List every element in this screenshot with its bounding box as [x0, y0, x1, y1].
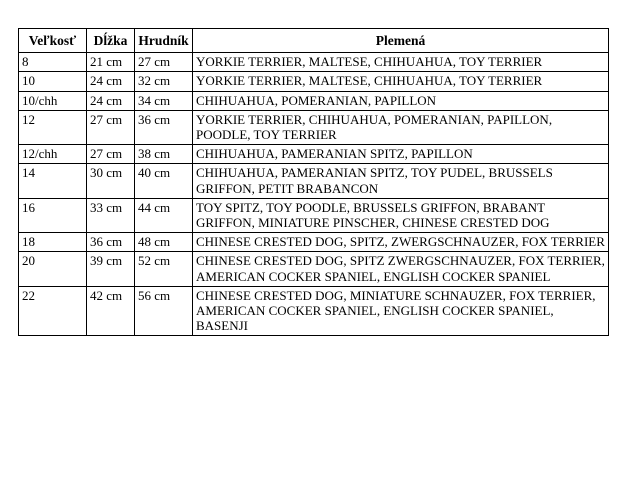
cell-length: 27 cm: [87, 110, 135, 144]
table-row: [19, 252, 609, 286]
cell-length: 27 cm: [87, 145, 135, 164]
table-row: [19, 164, 609, 198]
cell-size: 10: [19, 72, 87, 91]
dog-size-table: [18, 28, 609, 336]
cell-chest: 48 cm: [135, 233, 193, 252]
cell-size: 16: [19, 198, 87, 232]
cell-length: 33 cm: [87, 198, 135, 232]
table-row: [19, 91, 609, 110]
size-chart-container: [18, 28, 608, 336]
table-row: [19, 110, 609, 144]
cell-chest: 32 cm: [135, 72, 193, 91]
cell-length: 24 cm: [87, 91, 135, 110]
cell-length: 30 cm: [87, 164, 135, 198]
cell-length: 21 cm: [87, 53, 135, 72]
cell-breeds: CHINESE CRESTED DOG, SPITZ ZWERGSCHNAUZER, FOX TERRIER, AMERICAN COCKER SPANIEL, ENGLISH COCKER SPANIEL: [193, 252, 609, 286]
cell-breeds: YORKIE TERRIER, MALTESE, CHIHUAHUA, TOY TERRIER: [193, 72, 609, 91]
cell-size: 14: [19, 164, 87, 198]
cell-length: 24 cm: [87, 72, 135, 91]
table-row: [19, 198, 609, 232]
cell-size: 20: [19, 252, 87, 286]
cell-breeds: CHIHUAHUA, PAMERANIAN SPITZ, PAPILLON: [193, 145, 609, 164]
cell-size: 8: [19, 53, 87, 72]
cell-length: 36 cm: [87, 233, 135, 252]
column-header-breeds: Plemená: [193, 29, 609, 53]
table-row: [19, 145, 609, 164]
cell-chest: 34 cm: [135, 91, 193, 110]
cell-chest: 44 cm: [135, 198, 193, 232]
column-header-length: Dĺžka: [87, 29, 135, 53]
cell-chest: 36 cm: [135, 110, 193, 144]
cell-chest: 52 cm: [135, 252, 193, 286]
cell-breeds: YORKIE TERRIER, MALTESE, CHIHUAHUA, TOY TERRIER: [193, 53, 609, 72]
column-header-chest: Hrudník: [135, 29, 193, 53]
table-header: [19, 29, 609, 53]
table-row: [19, 286, 609, 336]
cell-breeds: CHINESE CRESTED DOG, MINIATURE SCHNAUZER, FOX TERRIER, AMERICAN COCKER SPANIEL, ENGLISH COCKER SPANIEL, BASENJI: [193, 286, 609, 336]
cell-size: 22: [19, 286, 87, 336]
cell-chest: 40 cm: [135, 164, 193, 198]
cell-chest: 56 cm: [135, 286, 193, 336]
cell-breeds: CHIHUAHUA, POMERANIAN, PAPILLON: [193, 91, 609, 110]
cell-size: 12/chh: [19, 145, 87, 164]
cell-breeds: CHINESE CRESTED DOG, SPITZ, ZWERGSCHNAUZER, FOX TERRIER: [193, 233, 609, 252]
column-header-size: Veľkosť: [19, 29, 87, 53]
cell-chest: 38 cm: [135, 145, 193, 164]
table-header-row: [19, 29, 609, 53]
table-row: [19, 233, 609, 252]
cell-chest: 27 cm: [135, 53, 193, 72]
cell-size: 12: [19, 110, 87, 144]
cell-length: 39 cm: [87, 252, 135, 286]
cell-length: 42 cm: [87, 286, 135, 336]
cell-breeds: TOY SPITZ, TOY POODLE, BRUSSELS GRIFFON, BRABANT GRIFFON, MINIATURE PINSCHER, CHINESE CRESTED DOG: [193, 198, 609, 232]
cell-size: 10/chh: [19, 91, 87, 110]
cell-size: 18: [19, 233, 87, 252]
cell-breeds: YORKIE TERRIER, CHIHUAHUA, POMERANIAN, PAPILLON, POODLE, TOY TERRIER: [193, 110, 609, 144]
table-row: [19, 72, 609, 91]
table-body: [19, 53, 609, 336]
cell-breeds: CHIHUAHUA, PAMERANIAN SPITZ, TOY PUDEL, BRUSSELS GRIFFON, PETIT BRABANCON: [193, 164, 609, 198]
table-row: [19, 53, 609, 72]
